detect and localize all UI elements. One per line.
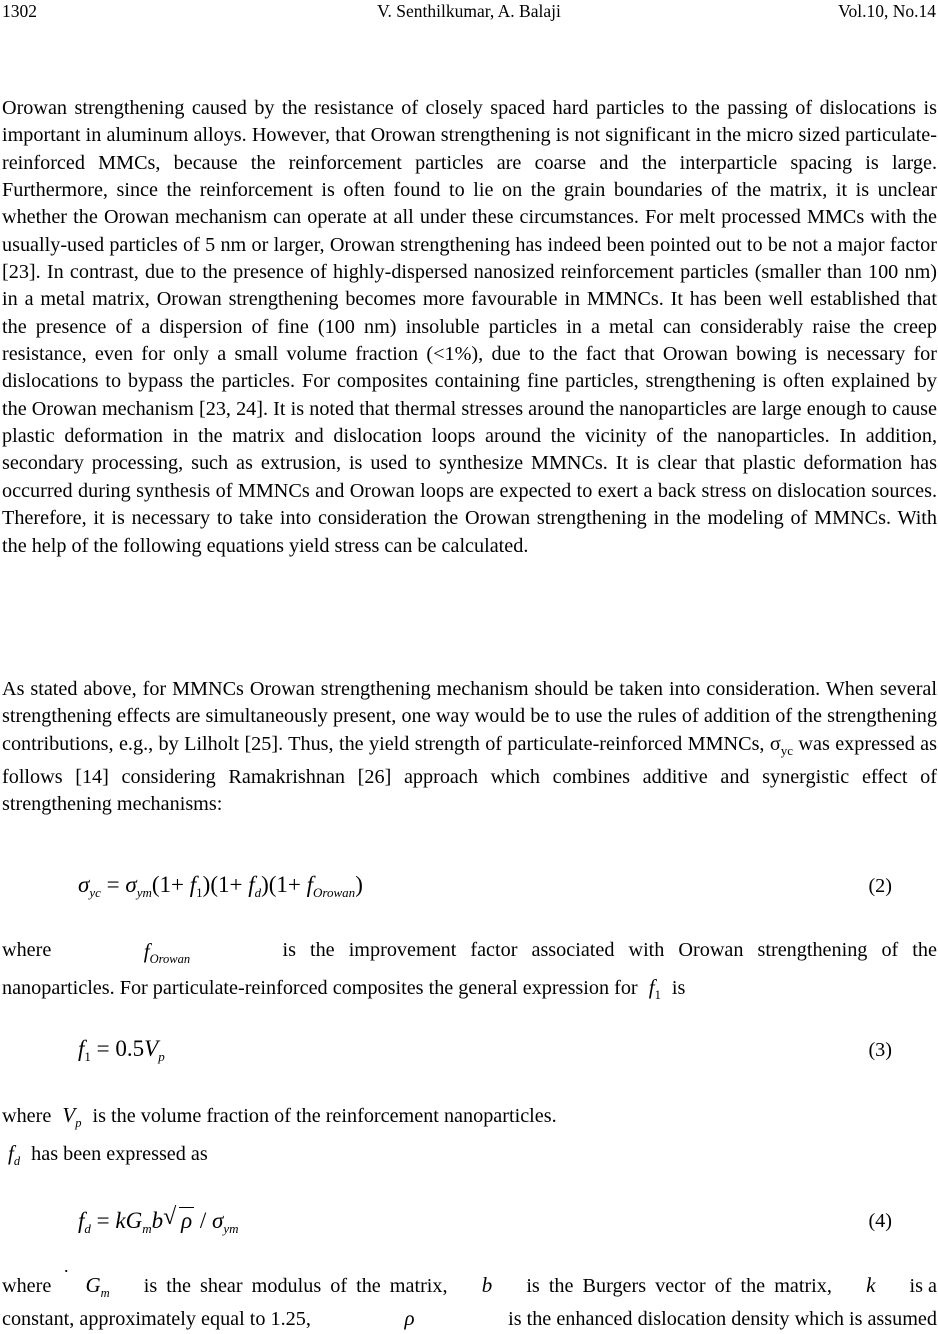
- equation-4-number: (4): [868, 1210, 892, 1232]
- equation-4: $f_d = kG_mb$ √ ρ / $\sigma_{ym}$: [78, 1204, 239, 1236]
- p2-text-before: As stated above, for MMNCs Orowan strengthening mechanism should be taken into consideration. When several strengthening effects are simultaneously present, one way would be to use the rules of addition of the strengthening contributions, e.g., by Lilholt [25]. Thus, the yield strength of particulate-reinforced MMNCs,: [2, 678, 937, 755]
- gm-symbol: $G_m$: [85, 1273, 110, 1300]
- sigma-yc-symbol: $\sigma_{yc}$: [769, 732, 794, 758]
- where-gm-line: where $G_m$ is the shear modulus of the matrix, b is the Burgers vector of the matrix, k is a: [2, 1273, 937, 1300]
- constant-rho-line: constant, approximately equal to 1.25, ρ is the enhanced dislocation density which is assumed: [2, 1306, 937, 1330]
- stray-dot: .: [64, 1256, 69, 1276]
- rho-symbol: ρ: [404, 1306, 415, 1330]
- square-root-rho: √ ρ: [163, 1204, 193, 1233]
- where-f-orowan-line: where $f_{Orowan}$ is the improvement factor associated with Orowan strengthening of the: [2, 939, 937, 966]
- equation-2-number: (2): [868, 875, 892, 897]
- f1-symbol: $f_1$: [648, 975, 661, 1002]
- k-symbol: k: [866, 1273, 876, 1297]
- equation-3-number: (3): [868, 1039, 892, 1061]
- f-orowan-symbol: $f_{Orowan}$: [143, 939, 191, 966]
- fd-symbol: $f_d$: [8, 1141, 21, 1168]
- where-vp-line: where $V_p$ is the volume fraction of the reinforcement nanoparticles.: [2, 1103, 557, 1130]
- journal-volume: Vol.10, No.14: [838, 1, 936, 21]
- vp-symbol: $V_p$: [62, 1103, 82, 1130]
- page-header: [0, 0, 938, 28]
- fd-expressed-line: $f_d$ has been expressed as: [8, 1141, 208, 1168]
- b-symbol: b: [481, 1273, 493, 1297]
- p2-text-after: was expressed as follows [14] considering Ramakrishnan [26] approach which combines additive and synergistic effect of strengthening mechanisms:: [2, 732, 937, 816]
- paragraph-orowan-intro: Orowan strengthening caused by the resistance of closely spaced hard particles to the passing of dislocations is important in aluminum alloys. However, that Orowan strengthening is not significant in the micro sized particulate-reinforced MMCs, because the reinforcement particles are coarse and the interparticle spacing is large. Furthermore, since the reinforcement is often found to lie on the grain boundaries of the matrix, it is unclear whether the Orowan mechanism can operate at all under these circumstances. For melt processed MMCs with the usually-used particles of 5 nm or larger, Orowan strengthening has indeed been pointed out to be not a major factor [23]. In contrast, due to the presence of highly-dispersed nanosized reinforcement particles (smaller than 100 nm) in a metal matrix, Orowan strengthening becomes more favourable in MMNCs. It has been well established that the presence of a dispersion of fine (100 nm) insoluble particles in a metal can considerably raise the creep resistance, even for only a small volume fraction (<1%), due to the fact that Orowan bowing is necessary for dislocations to bypass the particles. For composites containing fine particles, strengthening is often explained by the Orowan mechanism [23, 24]. It is noted that thermal stresses around the nanoparticles are large enough to cause plastic deformation in the matrix and dislocation loops around the vicinity of the nanoparticles. In addition, secondary processing, such as extrusion, is used to synthesize MMNCs. It is clear that plastic deformation has occurred during synthesis of MMNCs and Orowan loops are expected to exert a back stress on dislocation sources. Therefore, it is necessary to take into consideration the Orowan strengthening in the modeling of MMNCs. With the help of the following equations yield stress can be calculated.: [2, 97, 937, 557]
- equation-2: $\sigma_{yc} = \sigma_{ym}(1+ f_1)(1+ f_d)(1+ f_{Orowan})$: [78, 872, 363, 900]
- f1-expression-line: nanoparticles. For particulate-reinforced composites the general expression for $f_1$ is: [2, 975, 686, 1002]
- running-authors: V. Senthilkumar, A. Balaji: [377, 1, 561, 21]
- equation-3: $f_1 = 0.5V_p$: [78, 1036, 165, 1064]
- page-number: 1302: [2, 1, 37, 21]
- paragraph-yield-strength: [2, 676, 937, 819]
